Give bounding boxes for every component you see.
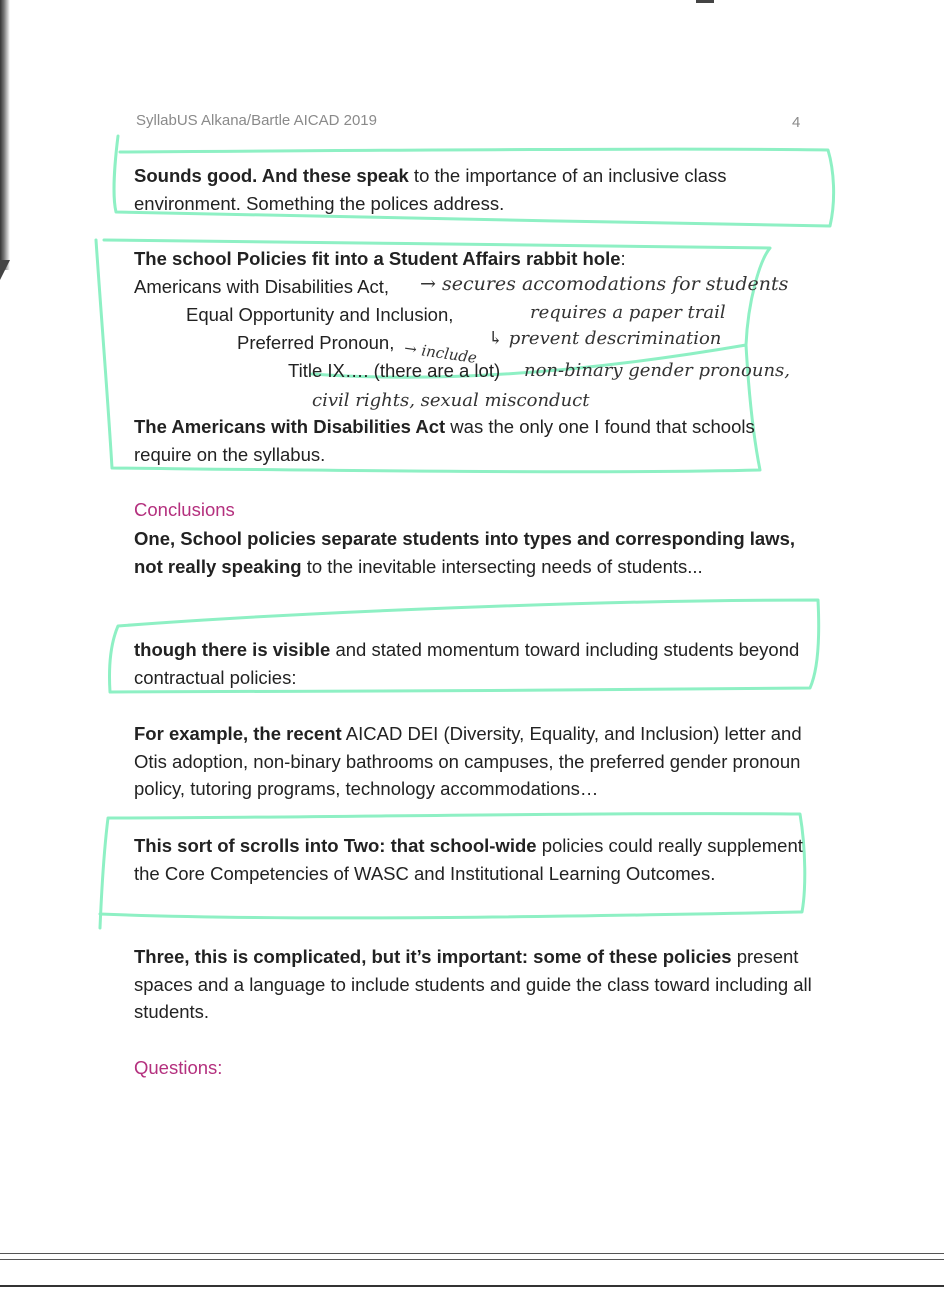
paragraph-text: : [620,248,626,269]
paragraph-bold: Sounds good. And these speak [134,165,409,186]
paragraph-bold: Three, this is complicated, but it’s important: some of these policies [134,946,732,967]
paragraph-bold: One, School policies separate students into types and corresponding laws, not really speaking [134,528,796,577]
page-number: 4 [792,114,801,131]
handwritten-note-titleix: civil rights, sexual misconduct [312,390,590,411]
questions-heading: Questions: [134,1057,223,1078]
handwritten-note-pronoun-2: → include [403,338,479,368]
paragraph-one [134,525,814,580]
paragraph-bold: though there is visible [134,639,331,660]
paragraph-bold: This sort of scrolls into Two: that school-wide [134,835,537,856]
paragraph-bold: For example, the recent [134,723,342,744]
paragraph-two [134,832,814,887]
paragraph-text: to the importance of an inclusive class environment. Something the polices address. [134,165,727,214]
scan-edge-line [0,1285,944,1287]
page-header: SyllabUS Alkana/Bartle AICAD 2019 [136,112,377,129]
paragraph-text: policies could really supplement the Core Competencies of WASC and Institutional Learning Outcomes. [134,835,803,884]
handwritten-note-pronoun-1: ↳ prevent descrimination [488,328,722,349]
paragraph-text: present spaces and a language to include students and guide the class toward including all students. [134,946,812,1022]
paragraph-bold: The school Policies fit into a Student Affairs rabbit hole [134,248,621,269]
paragraph-bold: The Americans with Disabilities Act [134,416,446,437]
conclusions-heading: Conclusions [134,499,235,520]
paragraph-though [134,636,814,691]
policy-item-pronoun: Preferred Pronoun, [237,332,395,353]
paragraph-text: and stated momentum toward including students beyond contractual policies: [134,639,800,688]
scan-edge-line [0,1253,944,1254]
paragraph-example [134,720,814,803]
scan-edge-line [0,1259,944,1260]
paragraph-policies-title [134,245,814,273]
policy-item-eoi: Equal Opportunity and Inclusion, [186,304,454,325]
paragraph-sounds-good [134,162,814,217]
handwritten-note-pronoun-3: non-binary gender pronouns, [524,360,791,381]
paragraph-three [134,943,814,1026]
paragraph-text: to the inevitable intersecting needs of students... [301,555,703,577]
handwritten-note-eoi: requires a paper trail [530,302,726,323]
paragraph-ada [134,413,814,468]
policy-item-ada: Americans with Disabilities Act, [134,276,389,297]
paragraph-text: AICAD DEI (Diversity, Equality, and Inclusion) letter and Otis adoption, non-binary bathrooms on campuses, the preferred gender pronoun policy, tutoring programs, technology accommodations… [134,723,802,799]
policy-item-titleix: Title IX…. (there are a lot) [288,360,501,381]
handwritten-note-ada: → secures accomodations for students [420,273,789,295]
paragraph-text: was the only one I found that schools require on the syllabus. [134,416,755,465]
